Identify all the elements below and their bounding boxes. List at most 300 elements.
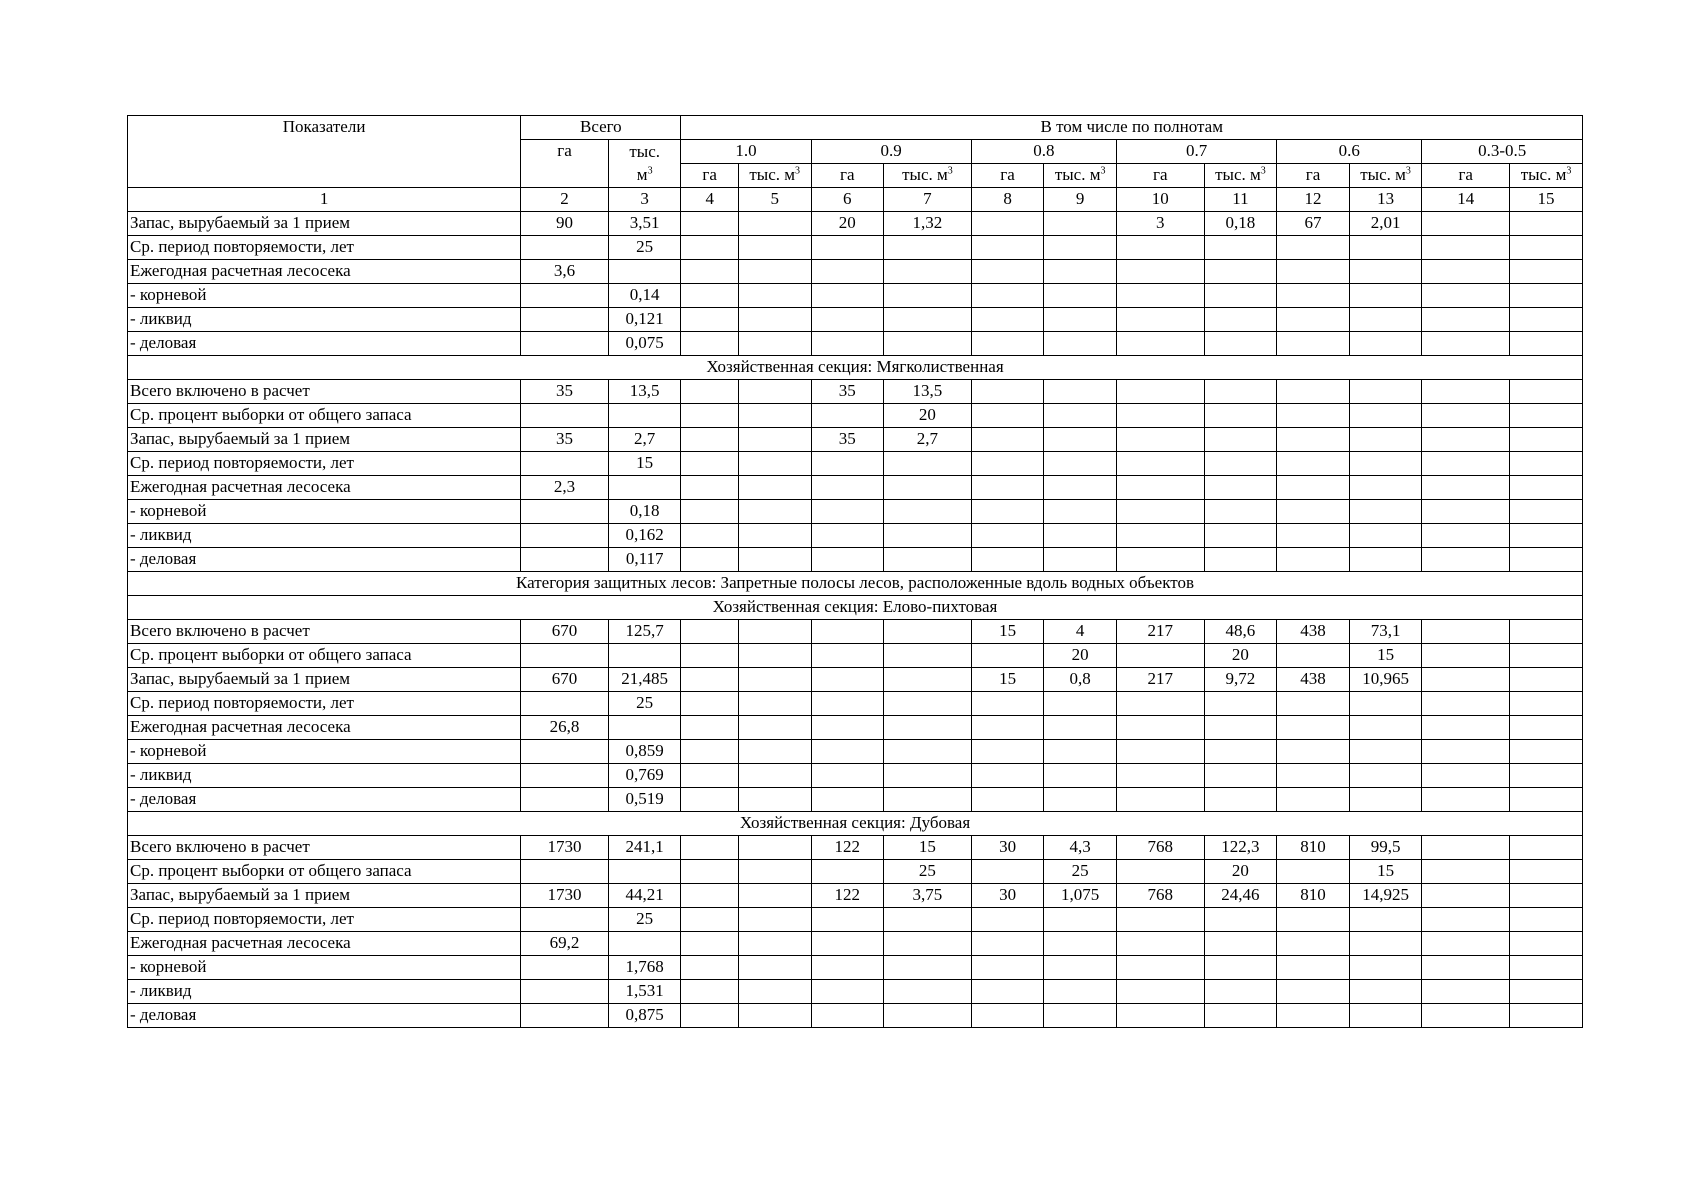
table-cell: 0,859	[608, 740, 681, 764]
table-cell	[681, 524, 738, 548]
section-title: Хозяйственная секция: Елово-пихтовая	[128, 596, 1583, 620]
row-label: Ежегодная расчетная лесосека	[128, 716, 521, 740]
column-number: 10	[1116, 188, 1204, 212]
table-cell	[1204, 284, 1277, 308]
table-cell	[521, 452, 609, 476]
table-cell	[608, 404, 681, 428]
forest-data-table	[127, 115, 1583, 1028]
table-cell	[1422, 956, 1510, 980]
table-cell	[1277, 380, 1350, 404]
table-row	[128, 260, 1583, 284]
row-label: Ср. процент выборки от общего запаса	[128, 644, 521, 668]
table-cell	[521, 284, 609, 308]
table-cell	[1349, 428, 1422, 452]
table-cell	[1422, 764, 1510, 788]
table-cell	[681, 668, 738, 692]
table-cell	[1116, 284, 1204, 308]
table-cell	[681, 428, 738, 452]
table-cell	[738, 332, 811, 356]
table-cell	[1510, 884, 1583, 908]
table-cell	[681, 236, 738, 260]
table-cell	[738, 836, 811, 860]
table-cell	[1277, 764, 1350, 788]
table-cell	[521, 548, 609, 572]
table-cell	[1510, 452, 1583, 476]
header-unit-volume-cube: 3	[1405, 165, 1411, 177]
table-cell	[1510, 260, 1583, 284]
table-cell	[738, 308, 811, 332]
header-total-ha: га	[521, 140, 609, 188]
table-cell	[1510, 1004, 1583, 1028]
table-cell	[1116, 644, 1204, 668]
column-number: 9	[1044, 188, 1117, 212]
table-cell	[884, 1004, 972, 1028]
row-label: Запас, вырубаемый за 1 прием	[128, 212, 521, 236]
table-cell	[811, 260, 884, 284]
table-cell	[1116, 476, 1204, 500]
table-cell	[681, 404, 738, 428]
table-cell	[1277, 956, 1350, 980]
row-label: Ежегодная расчетная лесосека	[128, 260, 521, 284]
table-cell: 2,7	[608, 428, 681, 452]
table-row	[128, 956, 1583, 980]
table-cell	[681, 716, 738, 740]
table-cell	[1510, 476, 1583, 500]
row-label: - деловая	[128, 1004, 521, 1028]
table-cell	[681, 788, 738, 812]
table-cell	[681, 836, 738, 860]
table-cell	[1510, 716, 1583, 740]
table-cell	[811, 308, 884, 332]
table-cell: 69,2	[521, 932, 609, 956]
table-cell	[1277, 404, 1350, 428]
table-cell	[884, 788, 972, 812]
table-cell	[738, 452, 811, 476]
table-cell	[1510, 428, 1583, 452]
table-cell	[811, 764, 884, 788]
table-cell	[738, 476, 811, 500]
table-row	[128, 332, 1583, 356]
table-cell	[811, 332, 884, 356]
table-cell	[738, 908, 811, 932]
table-cell	[1349, 524, 1422, 548]
table-cell	[681, 860, 738, 884]
table-cell	[1510, 620, 1583, 644]
table-cell: 1,768	[608, 956, 681, 980]
header-density: 0.3-0.5	[1422, 140, 1583, 164]
table-cell	[681, 308, 738, 332]
table-cell	[1044, 932, 1117, 956]
table-row	[128, 884, 1583, 908]
table-cell	[884, 284, 972, 308]
table-cell	[884, 716, 972, 740]
table-cell	[681, 332, 738, 356]
table-cell	[1204, 956, 1277, 980]
header-total-volume	[608, 140, 681, 188]
table-cell: 25	[608, 236, 681, 260]
table-cell	[681, 1004, 738, 1028]
table-cell: 241,1	[608, 836, 681, 860]
header-unit-ha: га	[1277, 164, 1350, 188]
table-cell	[1349, 308, 1422, 332]
table-cell	[608, 644, 681, 668]
table-cell	[1044, 308, 1117, 332]
table-cell	[738, 740, 811, 764]
column-number: 6	[811, 188, 884, 212]
table-cell	[1510, 860, 1583, 884]
table-cell	[1510, 932, 1583, 956]
header-unit-volume-cube: 3	[947, 165, 953, 177]
table-cell: 122,3	[1204, 836, 1277, 860]
table-cell	[1204, 308, 1277, 332]
table-cell	[1422, 908, 1510, 932]
table-cell	[1044, 548, 1117, 572]
header-unit-ha: га	[681, 164, 738, 188]
table-cell	[811, 668, 884, 692]
table-cell	[811, 860, 884, 884]
table-cell	[1044, 788, 1117, 812]
row-label: Всего включено в расчет	[128, 836, 521, 860]
table-row	[128, 908, 1583, 932]
table-cell	[1204, 908, 1277, 932]
table-cell	[1349, 716, 1422, 740]
table-cell	[1116, 452, 1204, 476]
table-cell	[1116, 548, 1204, 572]
table-cell: 15	[608, 452, 681, 476]
column-number: 5	[738, 188, 811, 212]
table-cell	[521, 500, 609, 524]
table-cell: 0,117	[608, 548, 681, 572]
table-cell	[521, 1004, 609, 1028]
table-cell	[884, 524, 972, 548]
table-cell	[1277, 332, 1350, 356]
table-cell	[738, 500, 811, 524]
header-unit-volume-cube: 3	[1566, 165, 1572, 177]
header-unit-volume-text: тыс. м	[749, 165, 796, 184]
table-cell	[971, 1004, 1044, 1028]
table-cell	[1116, 956, 1204, 980]
table-row	[128, 644, 1583, 668]
table-cell	[1422, 692, 1510, 716]
table-cell	[1204, 524, 1277, 548]
table-cell	[811, 932, 884, 956]
table-cell	[1277, 980, 1350, 1004]
table-cell	[971, 428, 1044, 452]
table-row	[128, 404, 1583, 428]
table-cell	[1277, 260, 1350, 284]
column-number: 13	[1349, 188, 1422, 212]
table-cell	[1204, 788, 1277, 812]
table-cell	[1349, 788, 1422, 812]
table-cell	[1277, 284, 1350, 308]
row-label: - ликвид	[128, 524, 521, 548]
table-cell	[608, 932, 681, 956]
table-cell: 217	[1116, 620, 1204, 644]
table-cell: 438	[1277, 620, 1350, 644]
section-header-row	[128, 596, 1583, 620]
table-cell	[884, 476, 972, 500]
row-label: Запас, вырубаемый за 1 прием	[128, 668, 521, 692]
table-cell	[971, 284, 1044, 308]
table-cell	[1510, 380, 1583, 404]
table-cell	[811, 500, 884, 524]
table-cell	[1116, 908, 1204, 932]
table-cell	[738, 932, 811, 956]
table-cell	[884, 692, 972, 716]
table-cell	[608, 716, 681, 740]
table-cell: 73,1	[1349, 620, 1422, 644]
table-cell	[1116, 716, 1204, 740]
table-cell	[1277, 716, 1350, 740]
table-cell	[1044, 476, 1117, 500]
table-cell	[1349, 908, 1422, 932]
table-cell	[1422, 620, 1510, 644]
table-cell	[738, 284, 811, 308]
table-cell	[1510, 212, 1583, 236]
table-cell	[738, 620, 811, 644]
table-cell	[1349, 476, 1422, 500]
table-cell	[1204, 380, 1277, 404]
header-unit-volume	[1044, 164, 1117, 188]
table-cell	[1510, 308, 1583, 332]
row-label: Ср. период повторяемости, лет	[128, 908, 521, 932]
header-unit-volume	[1349, 164, 1422, 188]
table-row	[128, 836, 1583, 860]
table-cell	[1116, 380, 1204, 404]
table-cell	[1116, 980, 1204, 1004]
table-cell	[1044, 500, 1117, 524]
table-cell	[738, 788, 811, 812]
table-cell	[1044, 956, 1117, 980]
header-unit-volume-cube: 3	[1260, 165, 1266, 177]
table-cell	[971, 932, 1044, 956]
table-cell: 48,6	[1204, 620, 1277, 644]
table-cell	[1422, 1004, 1510, 1028]
table-cell	[1510, 908, 1583, 932]
row-label: - деловая	[128, 788, 521, 812]
table-cell	[1510, 524, 1583, 548]
header-total-volume-unit: м	[636, 165, 648, 184]
row-label: - ликвид	[128, 764, 521, 788]
table-cell: 0,875	[608, 1004, 681, 1028]
row-label: Ср. процент выборки от общего запаса	[128, 860, 521, 884]
table-cell: 26,8	[521, 716, 609, 740]
table-cell	[1044, 980, 1117, 1004]
table-cell	[811, 908, 884, 932]
table-cell	[738, 716, 811, 740]
table-cell	[971, 860, 1044, 884]
table-cell	[681, 548, 738, 572]
column-number: 8	[971, 188, 1044, 212]
row-label: - корневой	[128, 284, 521, 308]
table-cell	[738, 668, 811, 692]
table-cell: 25	[608, 692, 681, 716]
header-total-volume-thousand: тыс.	[629, 142, 660, 161]
header-unit-ha: га	[811, 164, 884, 188]
table-cell: 0,8	[1044, 668, 1117, 692]
table-cell	[738, 548, 811, 572]
table-row	[128, 764, 1583, 788]
table-cell: 3	[1116, 212, 1204, 236]
table-cell	[1044, 908, 1117, 932]
table-cell	[1422, 740, 1510, 764]
header-density: 0.6	[1277, 140, 1422, 164]
table-cell	[738, 884, 811, 908]
table-cell	[738, 1004, 811, 1028]
table-cell	[811, 980, 884, 1004]
table-cell	[521, 692, 609, 716]
table-cell	[884, 932, 972, 956]
table-cell	[1422, 332, 1510, 356]
table-cell	[884, 764, 972, 788]
table-cell	[1510, 740, 1583, 764]
table-cell	[1277, 908, 1350, 932]
table-cell	[971, 740, 1044, 764]
table-cell	[971, 764, 1044, 788]
table-cell	[971, 260, 1044, 284]
table-row	[128, 524, 1583, 548]
table-cell	[971, 524, 1044, 548]
header-unit-volume-text: тыс. м	[1520, 165, 1567, 184]
table-cell: 67	[1277, 212, 1350, 236]
table-cell: 15	[971, 668, 1044, 692]
header-density: 0.9	[811, 140, 971, 164]
table-cell	[1422, 476, 1510, 500]
table-cell	[971, 452, 1044, 476]
table-cell	[1204, 740, 1277, 764]
table-cell	[884, 908, 972, 932]
table-cell	[1349, 236, 1422, 260]
table-cell	[1116, 764, 1204, 788]
table-cell	[1204, 692, 1277, 716]
table-cell	[738, 428, 811, 452]
table-cell	[1116, 788, 1204, 812]
table-cell	[1044, 716, 1117, 740]
table-cell	[521, 980, 609, 1004]
table-cell	[1277, 452, 1350, 476]
table-cell	[1277, 308, 1350, 332]
column-number: 7	[884, 188, 972, 212]
table-cell: 4	[1044, 620, 1117, 644]
table-cell	[1422, 932, 1510, 956]
table-row	[128, 476, 1583, 500]
table-cell	[1349, 548, 1422, 572]
table-cell	[1204, 452, 1277, 476]
table-cell: 0,075	[608, 332, 681, 356]
table-cell	[1277, 524, 1350, 548]
header-unit-volume	[884, 164, 972, 188]
table-cell	[1349, 740, 1422, 764]
table-cell: 1,531	[608, 980, 681, 1004]
table-cell	[521, 956, 609, 980]
table-cell: 1730	[521, 836, 609, 860]
table-cell: 44,21	[608, 884, 681, 908]
table-cell	[1204, 476, 1277, 500]
table-cell	[1044, 740, 1117, 764]
table-cell	[1116, 692, 1204, 716]
table-cell	[1044, 212, 1117, 236]
section-title: Категория защитных лесов: Запретные полосы лесов, расположенные вдоль водных объектов	[128, 572, 1583, 596]
table-cell	[1349, 380, 1422, 404]
table-cell	[681, 884, 738, 908]
column-number: 12	[1277, 188, 1350, 212]
header-density: 0.7	[1116, 140, 1276, 164]
table-cell	[681, 644, 738, 668]
table-cell	[811, 452, 884, 476]
header-unit-volume	[1204, 164, 1277, 188]
table-cell: 4,3	[1044, 836, 1117, 860]
table-cell: 30	[971, 884, 1044, 908]
table-cell	[738, 236, 811, 260]
table-cell	[971, 692, 1044, 716]
table-cell	[1277, 932, 1350, 956]
table-cell	[738, 980, 811, 1004]
table-cell	[971, 380, 1044, 404]
table-cell	[1277, 476, 1350, 500]
header-density: 1.0	[681, 140, 811, 164]
table-cell	[1044, 260, 1117, 284]
table-cell	[1510, 548, 1583, 572]
table-cell	[1510, 788, 1583, 812]
table-cell	[1422, 524, 1510, 548]
table-cell	[811, 692, 884, 716]
table-cell: 0,162	[608, 524, 681, 548]
table-cell	[884, 308, 972, 332]
table-cell	[608, 260, 681, 284]
table-cell	[681, 212, 738, 236]
row-label: Ср. период повторяемости, лет	[128, 452, 521, 476]
table-cell	[1349, 500, 1422, 524]
header-unit-volume	[1510, 164, 1583, 188]
table-cell	[1422, 836, 1510, 860]
table-cell	[971, 500, 1044, 524]
table-cell	[811, 716, 884, 740]
table-cell: 30	[971, 836, 1044, 860]
table-cell	[681, 740, 738, 764]
table-cell	[681, 932, 738, 956]
table-cell	[1422, 860, 1510, 884]
table-cell: 768	[1116, 836, 1204, 860]
table-cell: 3,6	[521, 260, 609, 284]
table-cell	[521, 308, 609, 332]
row-label: Ежегодная расчетная лесосека	[128, 476, 521, 500]
table-cell	[681, 956, 738, 980]
row-label: - деловая	[128, 548, 521, 572]
table-cell	[1044, 380, 1117, 404]
table-cell	[738, 692, 811, 716]
table-cell	[608, 476, 681, 500]
table-cell	[1116, 932, 1204, 956]
table-cell	[681, 284, 738, 308]
table-cell	[1510, 404, 1583, 428]
column-number: 15	[1510, 188, 1583, 212]
table-cell	[1422, 668, 1510, 692]
table-cell	[811, 644, 884, 668]
table-cell: 810	[1277, 884, 1350, 908]
table-row	[128, 740, 1583, 764]
table-cell	[1510, 644, 1583, 668]
table-cell	[681, 500, 738, 524]
row-label: Ср. период повторяемости, лет	[128, 236, 521, 260]
row-label: - корневой	[128, 500, 521, 524]
table-cell	[971, 788, 1044, 812]
header-by-density: В том числе по полнотам	[681, 116, 1583, 140]
row-label: - корневой	[128, 956, 521, 980]
table-cell	[738, 860, 811, 884]
table-cell: 3,75	[884, 884, 972, 908]
table-cell: 0,519	[608, 788, 681, 812]
table-cell: 35	[811, 380, 884, 404]
